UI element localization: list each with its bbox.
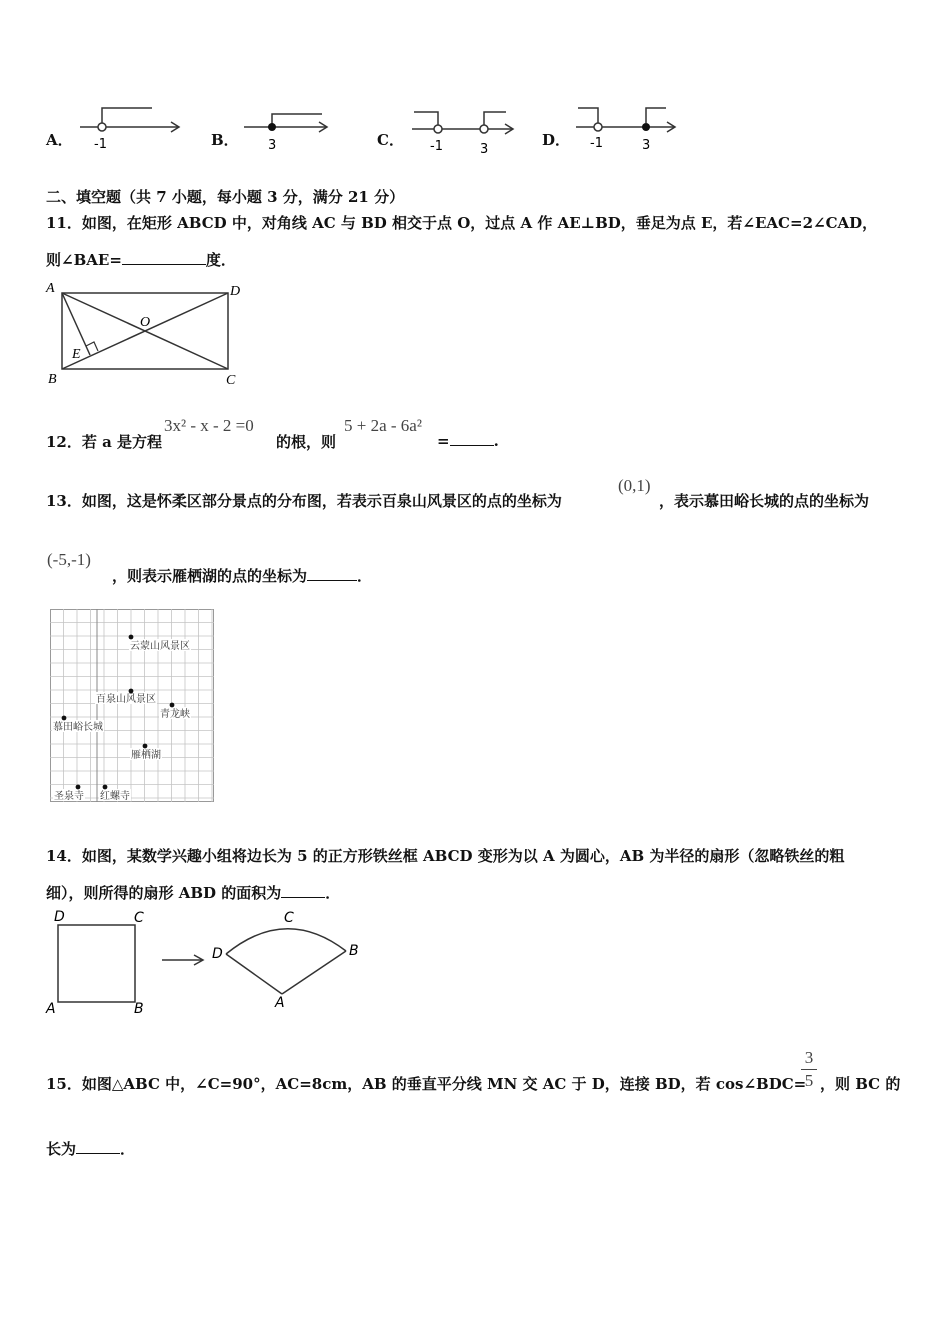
q14-line-2-text: 细），则所得的扇形 ABD 的面积为 (46, 884, 282, 902)
option-c-tick-right: 3 (480, 142, 489, 157)
q13-line-2 (112, 565, 372, 586)
map-place-mutianyu-dot (62, 716, 67, 721)
option-a-number-line (78, 102, 188, 152)
option-b-letter: B． (211, 131, 239, 149)
q15-line-1-suffix: ，则 BC 的 (820, 1075, 901, 1093)
q14-sector-label-d: D (212, 946, 223, 962)
map-place-yunmengshan-label: 云蒙山风景区 (130, 641, 190, 652)
map-place-hongluosi-dot (103, 785, 108, 790)
q11-line-1: 11．如图，在矩形 ABCD 中，对角线 AC 与 BD 相交于点 O，过点 A 作 AE⊥BD，垂足为点 E，若∠EAC=2∠CAD， (46, 214, 878, 232)
map-place-yanqihu-label: 雁栖湖 (131, 750, 161, 761)
option-b-tick: 3 (268, 138, 277, 152)
q14-square-label-d: D (54, 909, 65, 925)
map-place-yanqihu-dot (143, 744, 148, 749)
map-place-mutianyu-label: 慕田峪长城 (53, 722, 103, 733)
q12-equals: = (437, 432, 450, 450)
map-place-yunmengshan-dot (129, 635, 134, 640)
q14-sector-label-a: A (275, 995, 285, 1011)
q15-answer-blank[interactable] (76, 1139, 120, 1154)
option-d-number-line (574, 100, 689, 155)
map-place-shengquansi-label: 圣泉寺 (54, 791, 84, 802)
q11-label-e: E (72, 347, 81, 362)
q14-square-label-a: A (46, 1001, 56, 1017)
q11-label-b: B (48, 372, 57, 387)
q11-label-d: D (230, 284, 241, 299)
q11-line-2 (46, 249, 236, 270)
q14-line-1: 14．如图，某数学兴趣小组将边长为 5 的正方形铁丝框 ABCD 变形为以 A 为圆心，AB 为半径的扇形（忽略铁丝的粗 (46, 847, 845, 865)
q13-line-1-prefix: 13．如图，这是怀柔区部分景点的分布图，若表示百泉山风景区的点的坐标为 (46, 492, 562, 510)
q14-end: ． (325, 884, 341, 902)
q13-line-1-suffix: ，表示慕田峪长城的点的坐标为 (659, 492, 870, 510)
q15-fraction (801, 1047, 817, 1092)
q12-prefix: 12．若 a 是方程 (46, 433, 163, 451)
option-b-number-line (242, 102, 342, 152)
q12-end: . (493, 432, 499, 450)
q14-sector-label-b: B (349, 943, 359, 959)
q14-square-label-b: B (134, 1001, 144, 1017)
map-place-baiquanshan-dot (129, 689, 134, 694)
q12-suffix (437, 431, 499, 450)
q13-line-2-text: ，则表示雁栖湖的点的坐标为 (112, 567, 308, 585)
option-d-letter: D． (542, 131, 571, 149)
q11-label-a: A (46, 281, 55, 296)
option-a-tick: -1 (94, 137, 107, 152)
q15-line-1-prefix: 15．如图△ABC 中，∠C=90°，AC=8cm，AB 的垂直平分线 MN 交 AC 于 D，连接 BD，若 cos∠BDC= (46, 1075, 807, 1093)
option-d-tick-left: -1 (590, 136, 603, 151)
q11-suffix: 度． (205, 251, 236, 269)
q14-line-2 (46, 882, 340, 903)
q11-prefix: 则∠BAE= (46, 251, 122, 269)
option-c-letter: C． (377, 131, 404, 149)
map-place-qinglongxia-label: 青龙峡 (160, 709, 190, 720)
q15-line-2 (46, 1138, 135, 1159)
option-a-letter: A． (46, 131, 73, 149)
q15-end: ． (120, 1140, 136, 1158)
option-c-tick-left: -1 (430, 139, 443, 154)
option-c-number-line (410, 102, 530, 157)
q12-expression: 5 + 2a - 6a² (344, 416, 422, 435)
q15-line-2-text: 长为 (46, 1140, 77, 1158)
map-place-shengquansi-dot (76, 785, 81, 790)
q11-answer-blank[interactable] (122, 250, 206, 265)
q15-fraction-denominator: 5 (804, 1071, 814, 1090)
q13-coord-mutianyu: (-5,-1) (47, 550, 91, 569)
q13-coord-baiquan: (0,1) (618, 476, 651, 495)
q13-answer-blank[interactable] (307, 566, 357, 581)
q14-square-to-sector-figure (42, 905, 362, 1017)
q14-square-label-c: C (134, 910, 144, 926)
q12-middle: 的根，则 (276, 433, 337, 451)
q11-label-c: C (226, 373, 236, 388)
option-d-tick-right: 3 (642, 138, 651, 153)
q13-map-grid (50, 609, 216, 803)
map-place-qinglongxia-dot (170, 703, 175, 708)
map-place-baiquanshan-label: 百泉山风景区 (96, 694, 156, 705)
q14-answer-blank[interactable] (281, 883, 325, 898)
q12-equation: 3x² - x - 2 =0 (164, 416, 254, 435)
q12-answer-blank[interactable] (450, 431, 494, 446)
q15-fraction-numerator: 3 (804, 1048, 814, 1067)
q11-rectangle-figure (42, 278, 252, 388)
q14-sector-label-c: C (284, 910, 294, 926)
section-2-heading: 二、填空题（共 7 小题，每小题 3 分，满分 21 分） (46, 188, 405, 206)
q11-label-o: O (140, 315, 151, 330)
q13-end: ． (357, 567, 373, 585)
map-place-hongluosi-label: 红螺寺 (100, 791, 130, 802)
